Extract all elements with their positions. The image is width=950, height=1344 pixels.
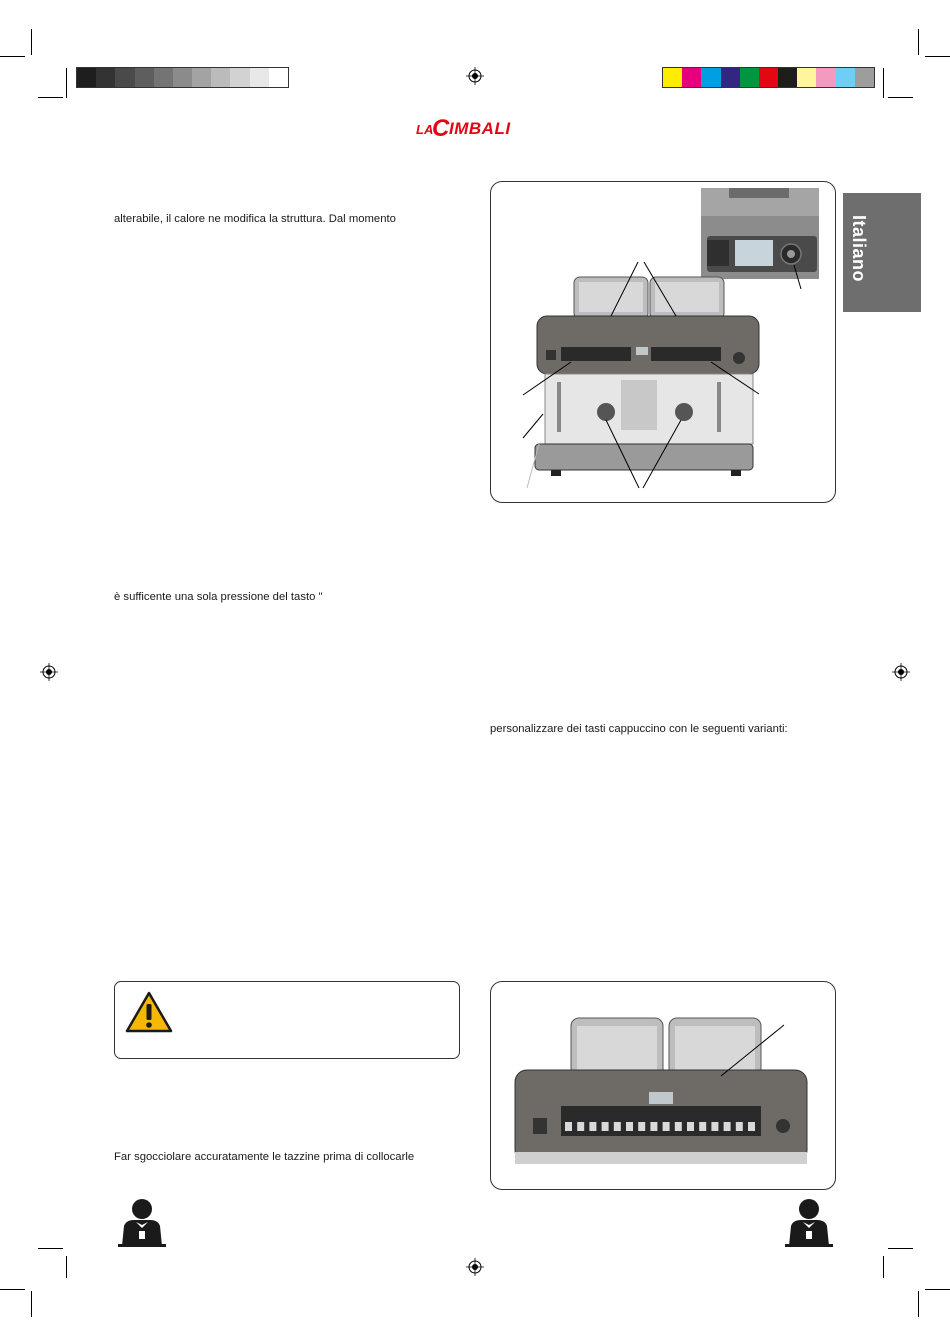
machine-detail-figure-panel (490, 981, 836, 1190)
svg-text:C: C (432, 115, 450, 142)
machine-figure-panel (490, 181, 836, 503)
color-swatch (192, 68, 212, 87)
brand-logo (414, 112, 536, 142)
color-swatch (269, 68, 289, 87)
language-tab (843, 193, 921, 312)
machine-button (748, 1122, 755, 1131)
color-swatch (96, 68, 116, 87)
machine-button (614, 1122, 621, 1131)
registration-mark-icon (40, 663, 58, 681)
color-swatch (250, 68, 270, 87)
color-swatch (173, 68, 193, 87)
body-text-line: Far sgocciolare accuratamente le tazzine prima di collocarle (114, 1151, 415, 1163)
color-swatch (778, 68, 798, 87)
grayscale-bar (76, 67, 289, 88)
warning-triangle-icon (125, 991, 173, 1033)
color-swatch (816, 68, 836, 87)
color-swatch (77, 68, 97, 87)
machine-button (699, 1122, 706, 1131)
color-swatch (701, 68, 721, 87)
warning-box (114, 981, 460, 1059)
machine-button (565, 1122, 572, 1131)
waiter-icon (116, 1198, 168, 1248)
color-swatch (115, 68, 135, 87)
machine-button (724, 1122, 731, 1131)
machine-button (663, 1122, 670, 1131)
color-swatch (721, 68, 741, 87)
color-swatch (797, 68, 817, 87)
color-swatch (663, 68, 683, 87)
color-swatch (154, 68, 174, 87)
color-swatch (855, 68, 875, 87)
body-text-line: è sufficente una sola pressione del tasto " (114, 591, 323, 603)
machine-button (675, 1122, 682, 1131)
registration-mark-icon (466, 1258, 484, 1276)
machine-button (638, 1122, 645, 1131)
machine-button (711, 1122, 718, 1131)
color-swatch (759, 68, 779, 87)
coffee-machine-illustration (491, 182, 835, 502)
svg-text:LA: LA (416, 122, 434, 137)
language-tab-label: Italiano (849, 215, 869, 283)
machine-button (602, 1122, 609, 1131)
machine-button (687, 1122, 694, 1131)
svg-text:IMBALI: IMBALI (449, 119, 511, 138)
color-swatch (211, 68, 231, 87)
waiter-icon (783, 1198, 835, 1248)
body-text-line: alterabile, il calore ne modifica la struttura. Dal momento (114, 213, 396, 225)
machine-button (650, 1122, 657, 1131)
machine-button (736, 1122, 743, 1131)
registration-mark-icon (892, 663, 910, 681)
color-swatch (135, 68, 155, 87)
color-swatch (836, 68, 856, 87)
body-text-line: personalizzare dei tasti cappuccino con le seguenti varianti: (490, 723, 788, 735)
machine-button (577, 1122, 584, 1131)
coffee-machine-detail-illustration (491, 982, 835, 1189)
color-swatch (230, 68, 250, 87)
registration-mark-icon (466, 67, 484, 85)
machine-button (589, 1122, 596, 1131)
color-swatch (682, 68, 702, 87)
machine-button (626, 1122, 633, 1131)
color-swatch (740, 68, 760, 87)
color-bar (662, 67, 875, 88)
